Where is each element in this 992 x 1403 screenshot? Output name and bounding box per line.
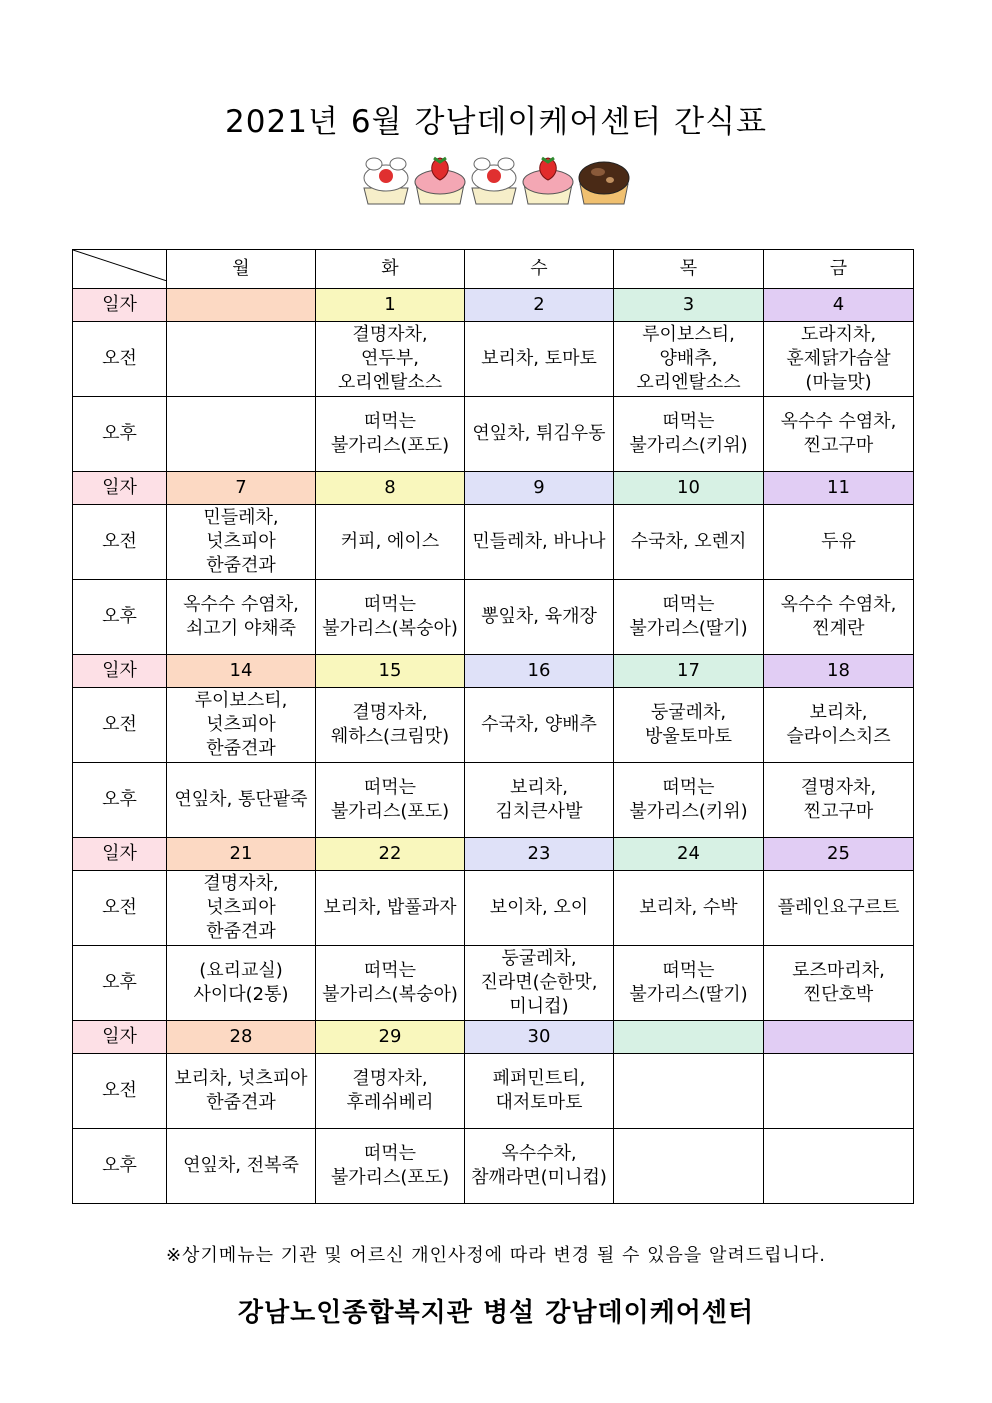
date-row bbox=[73, 838, 914, 871]
menu-line: 훈제닭가슴살 bbox=[786, 348, 891, 369]
am-row bbox=[73, 322, 914, 397]
menu-cell bbox=[465, 688, 614, 763]
date-cell: 9 bbox=[465, 472, 614, 505]
date-cell: 22 bbox=[316, 838, 465, 871]
date-cell: 1 bbox=[316, 289, 465, 322]
menu-cell bbox=[465, 397, 614, 472]
menu-cell bbox=[167, 688, 316, 763]
date-row-label: 일자 bbox=[73, 838, 167, 871]
menu-line: 연잎차, 전복죽 bbox=[183, 1155, 299, 1176]
date-cell: 23 bbox=[465, 838, 614, 871]
menu-cell bbox=[465, 580, 614, 655]
date-cell: 28 bbox=[167, 1021, 316, 1054]
weekday-fri: 금 bbox=[764, 250, 914, 289]
menu-cell bbox=[167, 505, 316, 580]
menu-line: 오리엔탈소스 bbox=[636, 372, 741, 393]
menu-line: (요리교실) bbox=[199, 960, 283, 981]
menu-cell bbox=[167, 1129, 316, 1204]
menu-cell bbox=[316, 505, 465, 580]
pm-label: 오후 bbox=[73, 763, 167, 838]
am-label: 오전 bbox=[73, 688, 167, 763]
menu-cell bbox=[764, 397, 914, 472]
date-cell: 24 bbox=[614, 838, 764, 871]
menu-line: 떠먹는 bbox=[363, 1143, 417, 1164]
date-row-label: 일자 bbox=[73, 655, 167, 688]
menu-line: 넛츠피아 bbox=[206, 897, 276, 918]
menu-line: 한줌견과 bbox=[206, 921, 276, 942]
menu-cell bbox=[167, 946, 316, 1021]
pm-label: 오후 bbox=[73, 946, 167, 1021]
menu-line: 로즈마리차, bbox=[792, 960, 885, 981]
am-row bbox=[73, 505, 914, 580]
menu-cell bbox=[614, 505, 764, 580]
date-row-label: 일자 bbox=[73, 472, 167, 505]
menu-cell bbox=[465, 1054, 614, 1129]
menu-cell bbox=[465, 871, 614, 946]
menu-line: 한줌견과 bbox=[206, 555, 276, 576]
chocolate-cake-icon bbox=[579, 162, 629, 204]
menu-line: 슬라이스치즈 bbox=[786, 726, 891, 747]
menu-line: 둥굴레차, bbox=[501, 948, 577, 969]
notice-text: ※상기메뉴는 기관 및 어르신 개인사정에 따라 변경 될 수 있음을 알려드립니다. bbox=[165, 1245, 827, 1266]
menu-cell bbox=[465, 946, 614, 1021]
menu-line: 떠먹는 bbox=[662, 594, 715, 615]
menu-line: 옥수수 수염차, bbox=[780, 411, 897, 432]
menu-line: 루이보스티, bbox=[194, 690, 288, 711]
menu-line: 떠먹는 bbox=[363, 594, 417, 615]
menu-line: 둥굴레차, bbox=[650, 702, 727, 723]
menu-line: 찐계란 bbox=[812, 618, 865, 639]
menu-cell bbox=[316, 946, 465, 1021]
menu-line: 불가리스(포도) bbox=[330, 435, 450, 456]
menu-cell bbox=[614, 763, 764, 838]
date-cell: 15 bbox=[316, 655, 465, 688]
menu-line: 수국차, 오렌지 bbox=[630, 531, 747, 552]
menu-cell bbox=[316, 688, 465, 763]
menu-line: 결명자차, bbox=[800, 777, 877, 798]
menu-cell bbox=[764, 322, 914, 397]
menu-line: 뽕잎차, 육개장 bbox=[481, 606, 597, 627]
cream-puff-icon bbox=[364, 158, 408, 204]
menu-cell bbox=[167, 871, 316, 946]
menu-line: 보리차, 넛츠피아 bbox=[174, 1068, 308, 1089]
menu-cell bbox=[167, 322, 316, 397]
menu-cell bbox=[316, 397, 465, 472]
date-row-label: 일자 bbox=[73, 1021, 167, 1054]
menu-line: 보리차, 수박 bbox=[639, 897, 738, 918]
menu-cell bbox=[614, 946, 764, 1021]
weekday-header-row bbox=[73, 250, 914, 289]
menu-cell bbox=[316, 763, 465, 838]
menu-line: 루이보스티, bbox=[642, 324, 735, 345]
menu-cell bbox=[167, 397, 316, 472]
menu-line: 연두부, bbox=[361, 348, 419, 369]
pm-label: 오후 bbox=[73, 580, 167, 655]
menu-line: 연잎차, 통단팥죽 bbox=[174, 789, 308, 810]
menu-line: 보리차, 토마토 bbox=[481, 348, 597, 369]
date-row bbox=[73, 1021, 914, 1054]
menu-cell bbox=[764, 505, 914, 580]
menu-cell bbox=[316, 1129, 465, 1204]
menu-cell bbox=[764, 1054, 914, 1129]
menu-line: 한줌견과 bbox=[206, 1092, 276, 1113]
menu-cell bbox=[316, 871, 465, 946]
menu-line: 불가리스(키위) bbox=[629, 801, 748, 822]
pm-row bbox=[73, 763, 914, 838]
menu-cell bbox=[614, 580, 764, 655]
date-cell: 4 bbox=[764, 289, 914, 322]
menu-line: 보리차, 밥풀과자 bbox=[323, 897, 457, 918]
pm-label: 오후 bbox=[73, 397, 167, 472]
menu-line: 후레쉬베리 bbox=[346, 1092, 434, 1113]
menu-line: 결명자차, bbox=[203, 873, 279, 894]
menu-cell bbox=[614, 322, 764, 397]
menu-line: 대저토마토 bbox=[495, 1092, 583, 1113]
menu-line: 한줌견과 bbox=[206, 738, 276, 759]
date-cell: 30 bbox=[465, 1021, 614, 1054]
weekday-wed: 수 bbox=[465, 250, 614, 289]
date-row-label: 일자 bbox=[73, 289, 167, 322]
menu-cell bbox=[316, 580, 465, 655]
date-cell: 11 bbox=[764, 472, 914, 505]
menu-line: 두유 bbox=[821, 531, 856, 552]
menu-cell bbox=[764, 580, 914, 655]
menu-line: 보리차, bbox=[809, 702, 868, 723]
menu-cell bbox=[614, 397, 764, 472]
menu-cell bbox=[614, 1054, 764, 1129]
page-title bbox=[0, 96, 992, 141]
title-label: 간식표 bbox=[674, 104, 767, 140]
menu-line: 떠먹는 bbox=[363, 777, 417, 798]
date-row bbox=[73, 472, 914, 505]
menu-line: 불가리스(포도) bbox=[330, 801, 450, 822]
menu-line: 불가리스(딸기) bbox=[629, 618, 748, 639]
menu-line: 옥수수 수염차, bbox=[780, 594, 897, 615]
menu-line: 플레인요구르트 bbox=[777, 897, 900, 918]
menu-cell bbox=[316, 322, 465, 397]
menu-line: 찐고구마 bbox=[803, 801, 874, 822]
date-cell: 10 bbox=[614, 472, 764, 505]
date-cell: 3 bbox=[614, 289, 764, 322]
menu-line: 진라면(순한맛, bbox=[480, 972, 598, 993]
pm-label: 오후 bbox=[73, 1129, 167, 1204]
am-row bbox=[73, 871, 914, 946]
menu-line: 방울토마토 bbox=[645, 726, 732, 747]
strawberry-cake-icon bbox=[523, 158, 573, 204]
menu-cell bbox=[167, 1054, 316, 1129]
menu-line: 넛츠피아 bbox=[206, 714, 276, 735]
date-cell: 25 bbox=[764, 838, 914, 871]
menu-line: 불가리스(복숭아) bbox=[322, 984, 458, 1005]
pm-row bbox=[73, 946, 914, 1021]
menu-cell bbox=[764, 688, 914, 763]
am-row bbox=[73, 688, 914, 763]
am-label: 오전 bbox=[73, 1054, 167, 1129]
menu-line: 사이다(2통) bbox=[193, 984, 289, 1005]
menu-line: 페퍼민트티, bbox=[492, 1068, 586, 1089]
organization-name: 강남노인종합복지관 병설 강남데이케어센터 bbox=[237, 1298, 755, 1328]
menu-cell bbox=[764, 763, 914, 838]
title-year: 2021년 bbox=[225, 104, 339, 140]
menu-line: 커피, 에이스 bbox=[340, 531, 440, 552]
am-label: 오전 bbox=[73, 871, 167, 946]
menu-line: 참깨라면(미니컵) bbox=[471, 1167, 607, 1188]
menu-line: 민들레차, 바나나 bbox=[472, 531, 606, 552]
menu-cell bbox=[316, 1054, 465, 1129]
menu-cell bbox=[614, 871, 764, 946]
weekday-thu: 목 bbox=[614, 250, 764, 289]
menu-line: 수국차, 양배추 bbox=[481, 714, 597, 735]
corner-cell bbox=[73, 250, 167, 289]
menu-line: 도라지차, bbox=[800, 324, 877, 345]
am-row bbox=[73, 1054, 914, 1129]
am-label: 오전 bbox=[73, 322, 167, 397]
date-cell: 16 bbox=[465, 655, 614, 688]
menu-cell bbox=[465, 763, 614, 838]
menu-line: 떠먹는 bbox=[662, 960, 715, 981]
menu-line: 불가리스(키위) bbox=[629, 435, 748, 456]
date-cell: 7 bbox=[167, 472, 316, 505]
menu-cell bbox=[465, 322, 614, 397]
menu-line: 불가리스(딸기) bbox=[629, 984, 748, 1005]
date-cell: 17 bbox=[614, 655, 764, 688]
date-row bbox=[73, 655, 914, 688]
menu-line: 찐단호박 bbox=[803, 984, 874, 1005]
menu-cell bbox=[614, 688, 764, 763]
pm-row bbox=[73, 580, 914, 655]
date-cell bbox=[167, 289, 316, 322]
date-cell bbox=[764, 1021, 914, 1054]
menu-line: 보이차, 오이 bbox=[489, 897, 589, 918]
menu-line: 떠먹는 bbox=[662, 411, 715, 432]
menu-line: 미니컵) bbox=[509, 996, 569, 1017]
menu-cell bbox=[614, 1129, 764, 1204]
menu-cell bbox=[465, 505, 614, 580]
menu-line: 떠먹는 bbox=[363, 411, 417, 432]
menu-cell bbox=[167, 763, 316, 838]
snack-menu-table bbox=[72, 249, 914, 1204]
menu-line: 넛츠피아 bbox=[206, 531, 276, 552]
menu-cell bbox=[764, 1129, 914, 1204]
title-center: 강남데이케어센터 bbox=[414, 104, 663, 140]
menu-line: 결명자차, bbox=[352, 1068, 428, 1089]
menu-line: 김치큰사발 bbox=[495, 801, 583, 822]
diagonal-divider bbox=[73, 250, 167, 281]
date-cell: 18 bbox=[764, 655, 914, 688]
date-cell: 29 bbox=[316, 1021, 465, 1054]
menu-line: 웨하스(크림맛) bbox=[330, 726, 450, 747]
menu-line: 오리엔탈소스 bbox=[337, 372, 443, 393]
menu-line: 옥수수차, bbox=[501, 1143, 577, 1164]
menu-line: (마늘맛) bbox=[805, 372, 872, 393]
menu-cell bbox=[764, 946, 914, 1021]
menu-line: 불가리스(포도) bbox=[330, 1167, 450, 1188]
weekday-mon: 월 bbox=[167, 250, 316, 289]
menu-line: 떠먹는 bbox=[662, 777, 715, 798]
menu-line: 결명자차, bbox=[352, 324, 428, 345]
menu-line: 옥수수 수염차, bbox=[183, 594, 299, 615]
menu-line: 떠먹는 bbox=[363, 960, 417, 981]
menu-line: 쇠고기 야채죽 bbox=[185, 618, 297, 639]
strawberry-cake-icon bbox=[415, 158, 465, 204]
date-cell: 2 bbox=[465, 289, 614, 322]
dessert-illustration bbox=[360, 154, 635, 206]
menu-cell bbox=[764, 871, 914, 946]
menu-line: 보리차, bbox=[510, 777, 568, 798]
weekday-tue: 화 bbox=[316, 250, 465, 289]
cream-puff-icon bbox=[472, 158, 516, 204]
pm-row bbox=[73, 1129, 914, 1204]
date-cell: 8 bbox=[316, 472, 465, 505]
menu-line: 불가리스(복숭아) bbox=[322, 618, 458, 639]
menu-cell bbox=[465, 1129, 614, 1204]
menu-line: 양배추, bbox=[659, 348, 718, 369]
menu-cell bbox=[167, 580, 316, 655]
menu-line: 연잎차, 튀김우동 bbox=[472, 423, 606, 444]
menu-line: 민들레차, bbox=[203, 507, 279, 528]
pm-row bbox=[73, 397, 914, 472]
title-month: 6월 bbox=[350, 104, 403, 140]
date-cell bbox=[614, 1021, 764, 1054]
menu-line: 결명자차, bbox=[352, 702, 428, 723]
am-label: 오전 bbox=[73, 505, 167, 580]
menu-line: 찐고구마 bbox=[803, 435, 874, 456]
date-cell: 21 bbox=[167, 838, 316, 871]
date-row bbox=[73, 289, 914, 322]
date-cell: 14 bbox=[167, 655, 316, 688]
